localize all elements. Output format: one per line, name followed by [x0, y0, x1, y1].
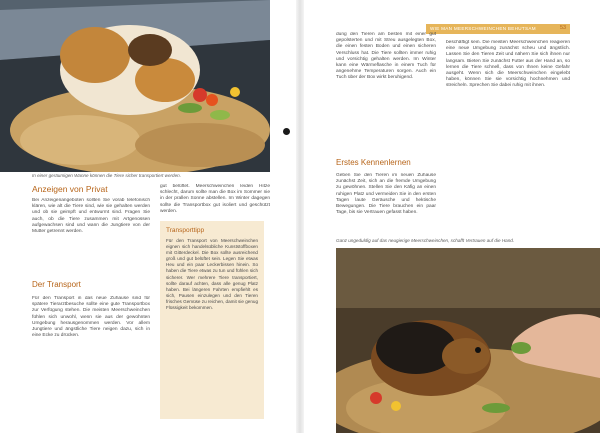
col1-transport-text: Für den Transport in das neue Zuhause sind für spätere Tierarztbesuche sollte eine gute Transportbox zur Verfügung stehen. Die meisten Meerschweinchen fühlen sich unwohl, wenn sie aus der gewohnten Umgebung herausgenommen werden. Vor allem Jungtiere und ängstliche Tiere neigen dazu, sich in eine Ecke zu drücken. [32, 296, 150, 339]
gutter [296, 0, 304, 433]
col4-text: beschäftigt sein. Die meisten Meerschweinchen reagieren eine neue Umgebung zunächst scheu und ängstlich. Lassen Sie den Tieren Zeit und nähern Sie sich ihnen nur langsam. Bieten Sie zunächst Futter aus der Hand an, so lernen die Tiere schnell, dass von Ihnen keine Gefahr ausgeht. Wenn sich die Meerschweinchen eingelebt haben, können Sie sie vorsichtig hochnehmen und streicheln. Sprechen Sie dabei ruhig mit ihnen. [446, 40, 570, 89]
col1-intro-text: Bei Anzeigenangeboten sollten Sie vorab telefonisch klären, wie alt die Tiere sind, wie sie gehalten werden und ob sie geimpft und entwurmt sind. Fragen Sie auch, ob die Tiere zusammen mit Artgenossen aufgewachsen sind und wann die Jungtiere von der Mutter getrennt werden. [32, 198, 150, 235]
tip-text: Für den Transport von Meerschweinchen eignen sich handelsübliche Kunststoffboxen mit Gitterdeckel. Die Box sollte ausreichend groß und gut belüftet sein. Legen Sie etwas Heu und ein paar Leckerbissen hinein. So haben die Tiere etwas zu tun und fühlen sich sicherer. Wer mehrere Tiere transportiert, sollte darauf achten, dass alle genug Platz haben. Bei längeren Fahrten empfiehlt es sich, Pausen einzulegen und den Tieren frisches Gemüse zu reichen, damit sie genug Flüssigkeit bekommen. [166, 238, 258, 311]
section-header-text: WIE MAN MEERSCHWEINCHEN BEHUTSAM [430, 26, 536, 31]
caption-top: In einer geräumigen Wanne können die Tiere sicher transportiert werden. [32, 173, 181, 178]
col3-top-text: dung den Tieren am besten mit einer gut gepolsterten und mit Streu ausgelegten Box, die einen festen Boden und einen sicheren Verschluss hat. Die Tiere sollten immer ruhig und vorsichtig gehalten werden. Im Winter kann eine Wärmeflasche in einem Tuch für angenehme Temperaturen sorgen. Auch ein Tuch über der Box wirkt beruhigend. [336, 32, 436, 81]
heading-private-ads: Anzeigen von Privat [32, 184, 108, 194]
section-header-bar [426, 24, 570, 34]
col2-text: gut belüftet. Meerschweinchen leiden Hitze schlecht, darum sollte man die Box im Sommer nie in der prallen Sonne abstellen. Im Winter dagegen sollte die Transportbox gut isoliert und geschützt werden. [160, 184, 270, 214]
tip-title: Transporttipp [166, 227, 205, 234]
guinea-pig-in-tray-photo [0, 0, 270, 172]
transport-tip-box [160, 221, 264, 419]
col3-bottom-text: Geben Sie den Tieren im neuen Zuhause zunächst Zeit, sich an die fremde Umgebung zu gewöhnen. Stellen Sie den Käfig an einen ruhigen Platz und vermeiden Sie in den ersten Tagen laute Geräusche und hektische Bewegungen. Die Tiere brauchen ein paar Tage, bis sie Vertrauen gefasst haben. [336, 173, 436, 216]
page-number: 53 [560, 25, 567, 31]
heading-getting-to-know: Erstes Kennenlernen [336, 158, 411, 167]
caption-bottom: Ganz ungeduldig auf das neugierige Meerschweinchen, schafft Vertrauen auf die Hand. [336, 238, 515, 243]
guinea-pig-hand-feeding-photo [336, 248, 600, 433]
margin-marker-dot [283, 128, 290, 135]
heading-transport: Der Transport [32, 280, 81, 289]
